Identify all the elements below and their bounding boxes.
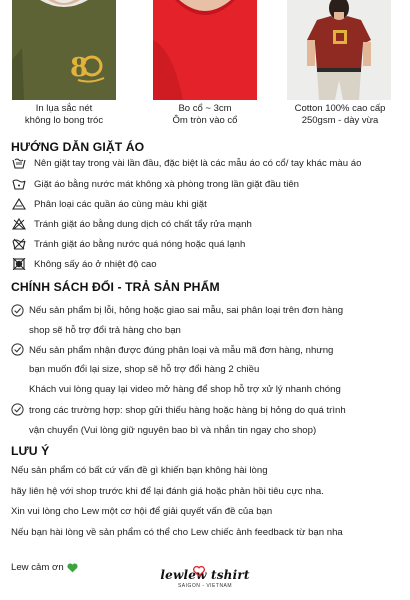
notes-section-title: LƯU Ý <box>11 444 50 458</box>
care-item <box>12 216 404 232</box>
sort-colors-icon <box>12 198 26 210</box>
no-hot-water-icon <box>12 238 26 250</box>
care-item-text: Không sấy áo ở nhiệt độ cao <box>34 258 157 270</box>
policy-line: Khách vui lòng quay lại video mở hàng để shop hỗ trợ xử lý nhanh chóng <box>29 384 341 395</box>
svg-text:8: 8 <box>70 53 89 83</box>
check-circle-icon <box>11 343 24 356</box>
caption-photo-3: Cotton 100% cao cấp 250gsm - dày vừa <box>294 103 386 126</box>
policy-line: Nếu sản phẩm bị lỗi, hỏng hoặc giao sai mẫu, sai phân loại trên đơn hàng <box>29 305 344 316</box>
policy-line: bạn muốn đổi lại size, shop sẽ hỗ trợ đổi hàng 2 chiều <box>29 364 260 375</box>
note-line: Xin vui lòng cho Lew một cơ hội để giải quyết vấn đề của bạn <box>11 506 273 517</box>
hand-wash-icon <box>12 157 26 169</box>
brand-logo <box>146 568 264 598</box>
photo-olive-shirt <box>12 0 116 100</box>
green-heart-icon <box>67 563 78 573</box>
care-item-text: Tránh giặt áo bằng dung dịch có chất tẩy rửa mạnh <box>34 218 252 230</box>
care-item-text: Tránh giặt áo bằng nước quá nóng hoặc quá lạnh <box>34 238 246 250</box>
logo-subtitle: SAIGON - VIETNAM <box>177 583 233 589</box>
note-line: hãy liên hệ với shop trước khi để lại đánh giá hoặc phản hồi tiêu cực nha. <box>11 486 324 497</box>
policy-line: vận chuyển (Vui lòng giữ nguyên bao bì và nhắn tin ngay cho shop) <box>29 425 317 436</box>
care-section-title: HƯỚNG DẪN GIẶT ÁO <box>11 140 145 154</box>
care-item <box>12 155 404 171</box>
caption-photo-1: In lụa sắc nét không lo bong tróc <box>24 103 104 126</box>
care-item-text: Nên giặt tay trong vài lần đầu, đặc biệt là các mẫu áo có cổ/ tay khác màu áo <box>34 157 362 169</box>
thanks-message <box>11 562 78 573</box>
care-item <box>12 176 404 192</box>
care-item <box>12 236 404 252</box>
photo-red-collar <box>153 0 257 100</box>
care-item <box>12 196 404 212</box>
policy-line: shop sẽ hỗ trợ đổi trả hàng cho bạn <box>29 325 181 336</box>
policy-line: Nếu sản phẩm nhận được đúng phân loại và mẫu mã đơn hàng, nhưng <box>29 345 334 356</box>
caption-photo-2: Bo cổ ~ 3cm Ôm tròn vào cổ <box>172 103 238 126</box>
logo-text: lewlew tshirt <box>160 568 250 582</box>
check-circle-icon <box>11 304 24 317</box>
cold-wash-icon <box>12 178 26 190</box>
no-bleach-icon <box>12 218 26 230</box>
policy-section-title: CHÍNH SÁCH ĐỔI - TRẢ SẢN PHẨM <box>11 280 220 294</box>
care-item-text: Giặt áo bằng nước mát không xà phòng trong lần giặt đầu tiên <box>34 178 299 190</box>
care-item-text: Phân loại các quần áo cùng màu khi giặt <box>34 198 207 210</box>
check-circle-icon <box>11 403 24 416</box>
note-line: Nếu bạn hài lòng về sản phẩm có thể cho Lew chiếc ảnh feedback từ bạn nha <box>11 527 343 538</box>
no-tumble-dry-icon <box>12 258 26 270</box>
red-heart-icon <box>193 566 205 577</box>
product-photos <box>0 0 410 134</box>
photo-maroon-shirt <box>287 0 391 100</box>
policy-line: trong các trường hợp: shop gửi thiếu hàng hoặc hàng bị hỏng do quá trình <box>29 405 346 416</box>
care-item <box>12 256 404 272</box>
note-line: Nếu sản phẩm có bất cứ vấn đề gì khiến bạn không hài lòng <box>11 465 268 476</box>
thanks-text: Lew cảm ơn <box>11 562 64 573</box>
